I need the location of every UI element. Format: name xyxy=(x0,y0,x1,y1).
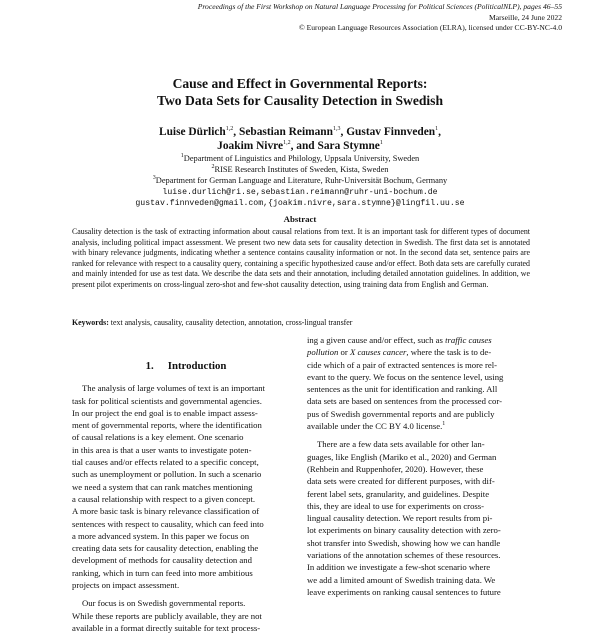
email-line-1[interactable]: luise.durlich@ri.se,sebastian.reimann@ruhr-uni-bochum.de xyxy=(162,187,438,197)
text-line: guages, like English (Mariko et al., 2020) and German xyxy=(307,451,497,462)
text-line xyxy=(307,346,535,358)
italic-example: traffic causes xyxy=(445,335,492,345)
abstract-heading: Abstract xyxy=(283,214,317,224)
text-line: While these reports are publicly available, they are not xyxy=(72,610,262,621)
text-line: shot transfer into Swedish, showing how we can handle xyxy=(307,537,501,548)
author-separator: , xyxy=(438,126,441,138)
title-line-1: Cause and Effect in Governmental Reports: xyxy=(172,76,428,91)
affil-mark: 2 xyxy=(211,164,215,171)
page-header xyxy=(198,2,562,34)
text-line: In our project the end goal is to enable impact assess- xyxy=(72,407,258,418)
affil-text: Department of Linguistics and Philology, Uppsala University, Sweden xyxy=(183,154,420,163)
text-line: data sets are based on sentences from the processed cor- xyxy=(307,396,502,407)
section-heading-introduction xyxy=(72,360,300,372)
text-line: we need a system that can rank matches mentioning xyxy=(72,481,253,492)
text-span: or xyxy=(338,347,350,358)
text-line: leave experiments on ranking causal sentences to future xyxy=(307,586,501,597)
text-line: There are a few data sets available for other lan- xyxy=(317,439,485,450)
text-span: ing a given cause and/or effect, such as xyxy=(307,335,446,345)
affiliations xyxy=(0,153,600,209)
affil-mark: 3 xyxy=(152,175,156,182)
text-span: available under the CC BY 4.0 license. xyxy=(307,421,443,432)
text-line: in this area is that a user wants to investigate poten- xyxy=(72,444,252,455)
text-line: variations of the annotation schemes of these resources. xyxy=(307,550,501,561)
text-line: lot experiments on binary causality detection with zero- xyxy=(307,525,501,536)
text-line: lingual causality detection. We report results from pi- xyxy=(307,513,493,524)
proceedings-line: Proceedings of the First Workshop on Natural Language Processing for Political Sciences (PoliticalNLP), pages 46–55 xyxy=(197,2,562,11)
intro-paragraph-3 xyxy=(307,438,535,598)
section-title: Introduction xyxy=(167,360,227,372)
intro-paragraph-continued xyxy=(307,334,535,432)
text-line xyxy=(307,334,535,346)
text-line xyxy=(307,420,535,432)
text-line: tial causes and/or effects related to a specific concept, xyxy=(72,457,259,468)
author-affil-mark: 1,2 xyxy=(225,126,234,133)
affiliation-2 xyxy=(0,164,600,175)
text-line: cide which of a pair of extracted sentences is more rel- xyxy=(307,359,498,370)
text-line: this, they are ideal to use for experiments on cross- xyxy=(307,500,485,511)
text-line: a causal relationship with respect to a given concept. xyxy=(72,493,256,504)
paper-title xyxy=(0,75,600,109)
italic-example: pollution xyxy=(307,347,339,358)
author-affil-mark: 1,2 xyxy=(283,139,291,146)
author-line-1 xyxy=(0,126,600,140)
location-date-line: Marseille, 24 June 2022 xyxy=(489,12,562,22)
text-line: development of methods for causality detection and xyxy=(72,555,252,566)
text-line: data sets were created for different purposes, with dif- xyxy=(307,476,495,487)
text-line: a more advanced system. In this paper we focus on xyxy=(72,530,250,541)
text-line: (Rehbein and Ruppenhofer, 2020). However, these xyxy=(307,463,484,474)
author-affil-mark: 1 xyxy=(435,126,439,133)
footnote-mark[interactable]: 1 xyxy=(442,421,446,428)
author-name: Sebastian Reimann xyxy=(238,126,333,138)
keywords-text: text analysis, causality, causality detection, annotation, cross-lingual transfer xyxy=(108,318,353,327)
author-affil-mark: 1,3 xyxy=(332,126,341,133)
text-line: In addition we investigate a few-shot scenario where xyxy=(307,562,491,573)
copyright-line: © European Language Resources Association (ELRA), licensed under CC-BY-NC-4.0 xyxy=(298,23,562,33)
text-line: Our focus is on Swedish governmental reports. xyxy=(82,598,246,609)
keywords xyxy=(72,318,530,329)
title-line-2: Two Data Sets for Causality Detection in Swedish xyxy=(156,93,444,108)
text-line: of causal relations is a key element. One scenario xyxy=(72,432,244,443)
author-name: Joakim Nivre xyxy=(217,139,284,152)
text-line: creating data sets for causality detection, enabling the xyxy=(72,543,259,554)
author-name: Luise Dürlich xyxy=(159,126,226,138)
text-line: ranking, which in turn can feed into more ambitious xyxy=(72,567,253,578)
text-line: The analysis of large volumes of text is an important xyxy=(82,383,265,394)
author-name: Sara Stymne xyxy=(317,139,380,152)
text-line: evant to the query. We focus on the sentence level, using xyxy=(307,371,504,382)
left-column xyxy=(72,360,300,634)
text-span: , where the task is to de- xyxy=(406,347,492,358)
author-separator: , xyxy=(233,126,239,138)
text-line: sentences as the unit for identification and ranking. All xyxy=(307,384,498,395)
text-line: ment of governmental reports, where the identification xyxy=(72,420,262,431)
text-line: we add a limited amount of Swedish training data. We xyxy=(307,574,496,585)
author-affil-mark: 1 xyxy=(379,139,383,146)
author-name: Gustav Finnveden xyxy=(346,126,436,138)
affil-text: RISE Research Institutes of Sweden, Kista, Sweden xyxy=(214,165,389,175)
section-number: 1. xyxy=(145,360,154,372)
text-line: such as unemployment or pollution. In such a scenario xyxy=(72,469,262,480)
text-line: task for political scientists and governmental agencies. xyxy=(72,395,262,406)
italic-example: X causes cancer xyxy=(349,347,407,358)
text-line: available in a format directly suitable for text process- xyxy=(72,622,261,633)
text-line: sentences with respect to causality, which can feed into xyxy=(72,518,264,529)
author-separator: , xyxy=(340,126,347,138)
affil-text: Department for German Language and Literature, Ruhr-Universität Bochum, Germany xyxy=(155,176,448,186)
text-line: projects on impact assessment. xyxy=(72,580,180,591)
email-line-2[interactable]: gustav.finnveden@gmail.com,{joakim.nivre,sara.stymne}@lingfil.uu.se xyxy=(135,198,465,208)
right-column xyxy=(307,334,535,598)
affil-mark: 1 xyxy=(180,153,184,160)
text-line: ferent label sets, granularity, and guidelines. Despite xyxy=(307,488,490,499)
text-line: pus of Swedish governmental reports and are publicly xyxy=(307,408,495,419)
affiliation-1 xyxy=(0,153,600,164)
abstract-text: Causality detection is the task of extracting information about causal relations from text. It is an important task for different types of document analysis, including political impact assessment. We present two new data sets for causality detection in Swedish. The first data set is annotated with binary relevance judgments, indicating whether a sentence contains causality information or not. In the second data set, sentence pairs are ranked for relevance with respect to a causality query, containing a specific hypothesized cause and/or effect. Both data sets are carefully curated and mainly intended for use as test data. We describe the data sets and their annotation, including detailed annotation guidelines. In addition, we present pilot experiments on cross-lingual zero-shot and few-shot causality detection, using training data from English and German. xyxy=(72,227,530,289)
keywords-label: Keywords: xyxy=(72,318,109,327)
intro-paragraph-1 xyxy=(72,382,300,591)
text-line: A more basic task is binary relevance classification of xyxy=(72,506,260,517)
author-and: , and xyxy=(290,139,318,152)
author-list xyxy=(0,126,600,153)
affiliation-3 xyxy=(0,175,600,186)
author-line-2 xyxy=(0,140,600,154)
intro-paragraph-2 xyxy=(72,597,300,634)
